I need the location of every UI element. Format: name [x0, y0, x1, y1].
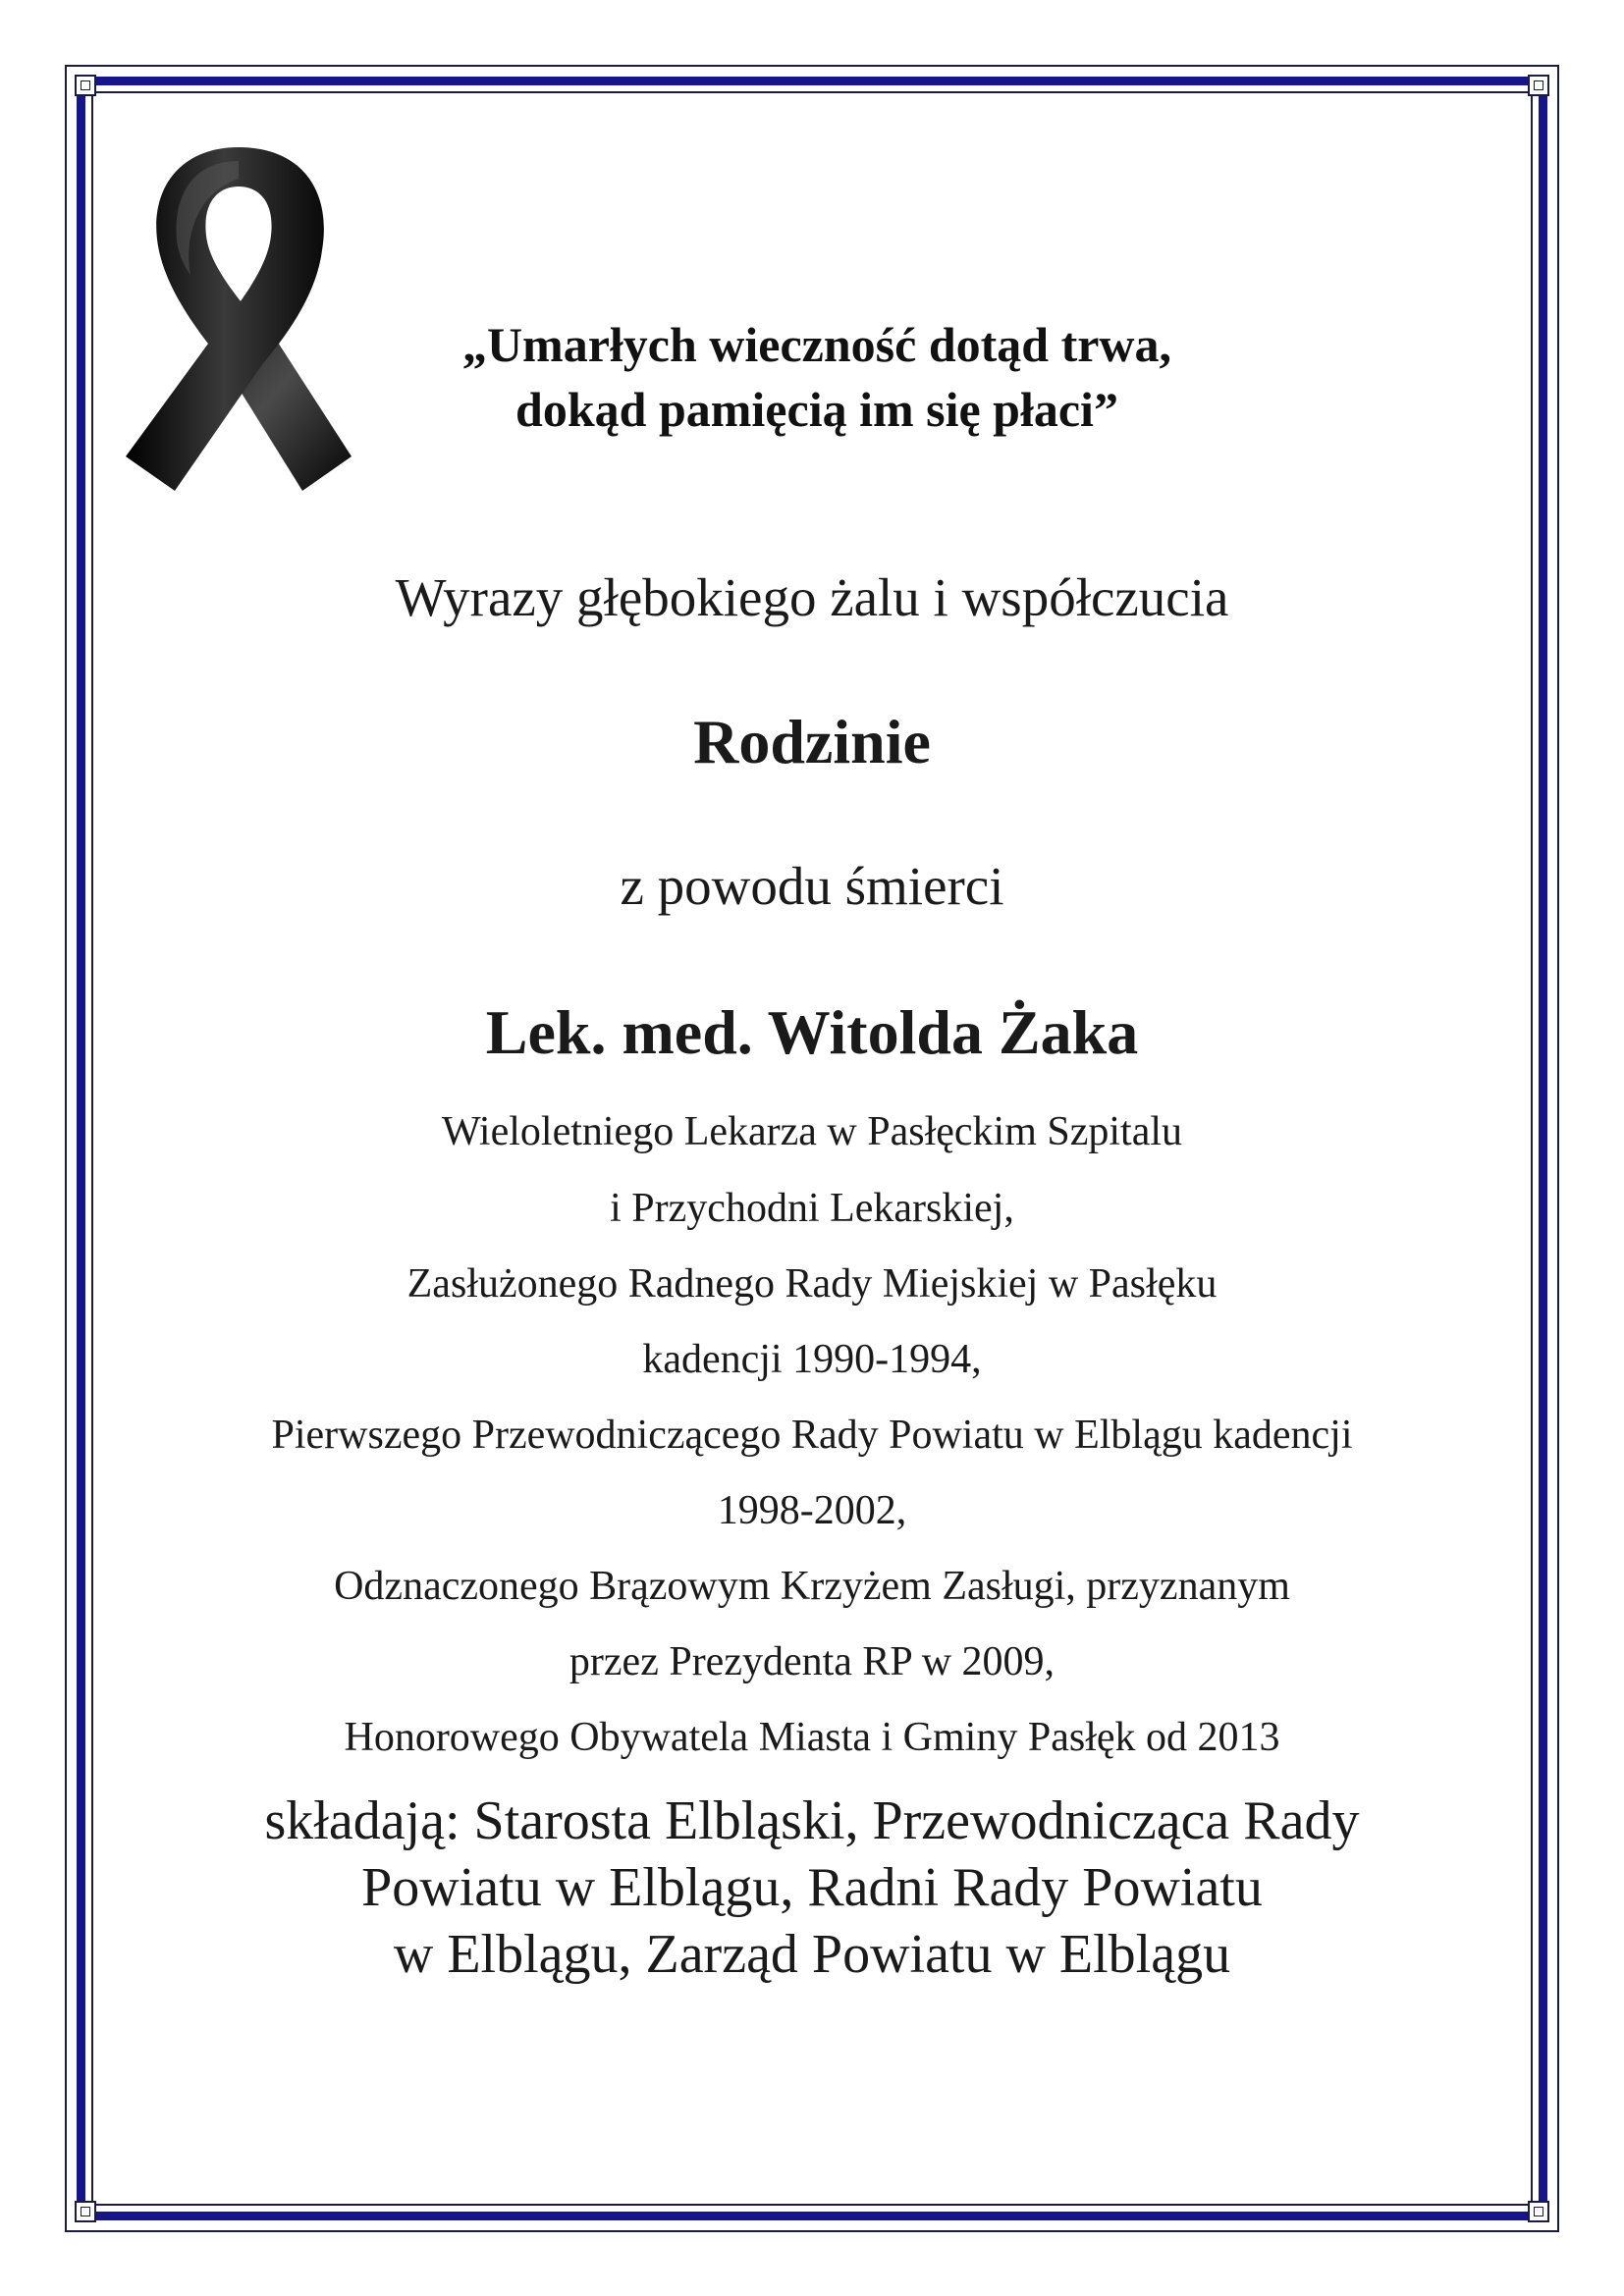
corner-ornament-top-left — [75, 75, 96, 96]
description-line: kadencji 1990-1994, — [642, 1337, 982, 1382]
quote-line-2: dokąd pamięcią im się płaci” — [515, 382, 1118, 437]
deceased-name: Lek. med. Witolda Żaka — [485, 997, 1139, 1067]
corner-ornament-bottom-left — [75, 2201, 96, 2222]
quote-line-1: „Umarłych wieczność dotąd trwa, — [461, 317, 1172, 372]
description-line: Zasłużonego Radnego Rady Miejskiej w Pasłęku — [406, 1261, 1218, 1307]
description-line: Odznaczonego Brązowym Krzyżem Zasługi, przyznanym — [334, 1564, 1290, 1609]
reason-text: z powodu śmierci — [620, 856, 1004, 916]
description-line: Wieloletniego Lekarza w Pasłęckim Szpitalu — [441, 1109, 1183, 1154]
description-line: Pierwszego Przewodniczącego Rady Powiatu w Elblągu kadencji — [271, 1413, 1353, 1458]
signers-line: składają: Starosta Elbląski, Przewodnicząca Rady — [264, 1790, 1360, 1851]
description-line: Honorowego Obywatela Miasta i Gminy Pasłęk od 2013 — [344, 1715, 1280, 1760]
corner-ornament-bottom-right — [1528, 2201, 1549, 2222]
description-line: i Przychodni Lekarskiej, — [610, 1186, 1014, 1231]
signers-line: Powiatu w Elblągu, Radni Rady Powiatu — [361, 1857, 1263, 1918]
description-line: 1998-2002, — [717, 1488, 907, 1533]
description-line: przez Prezydenta RP w 2009, — [568, 1639, 1056, 1684]
corner-ornament-top-right — [1528, 75, 1549, 96]
black-mourning-ribbon-icon — [116, 137, 361, 501]
condolence-heading: Wyrazy głębokiego żalu i współczucia — [395, 567, 1229, 627]
recipient-heading: Rodzinie — [693, 707, 931, 776]
signers-line: w Elblągu, Zarząd Powiatu w Elblągu — [393, 1924, 1231, 1985]
